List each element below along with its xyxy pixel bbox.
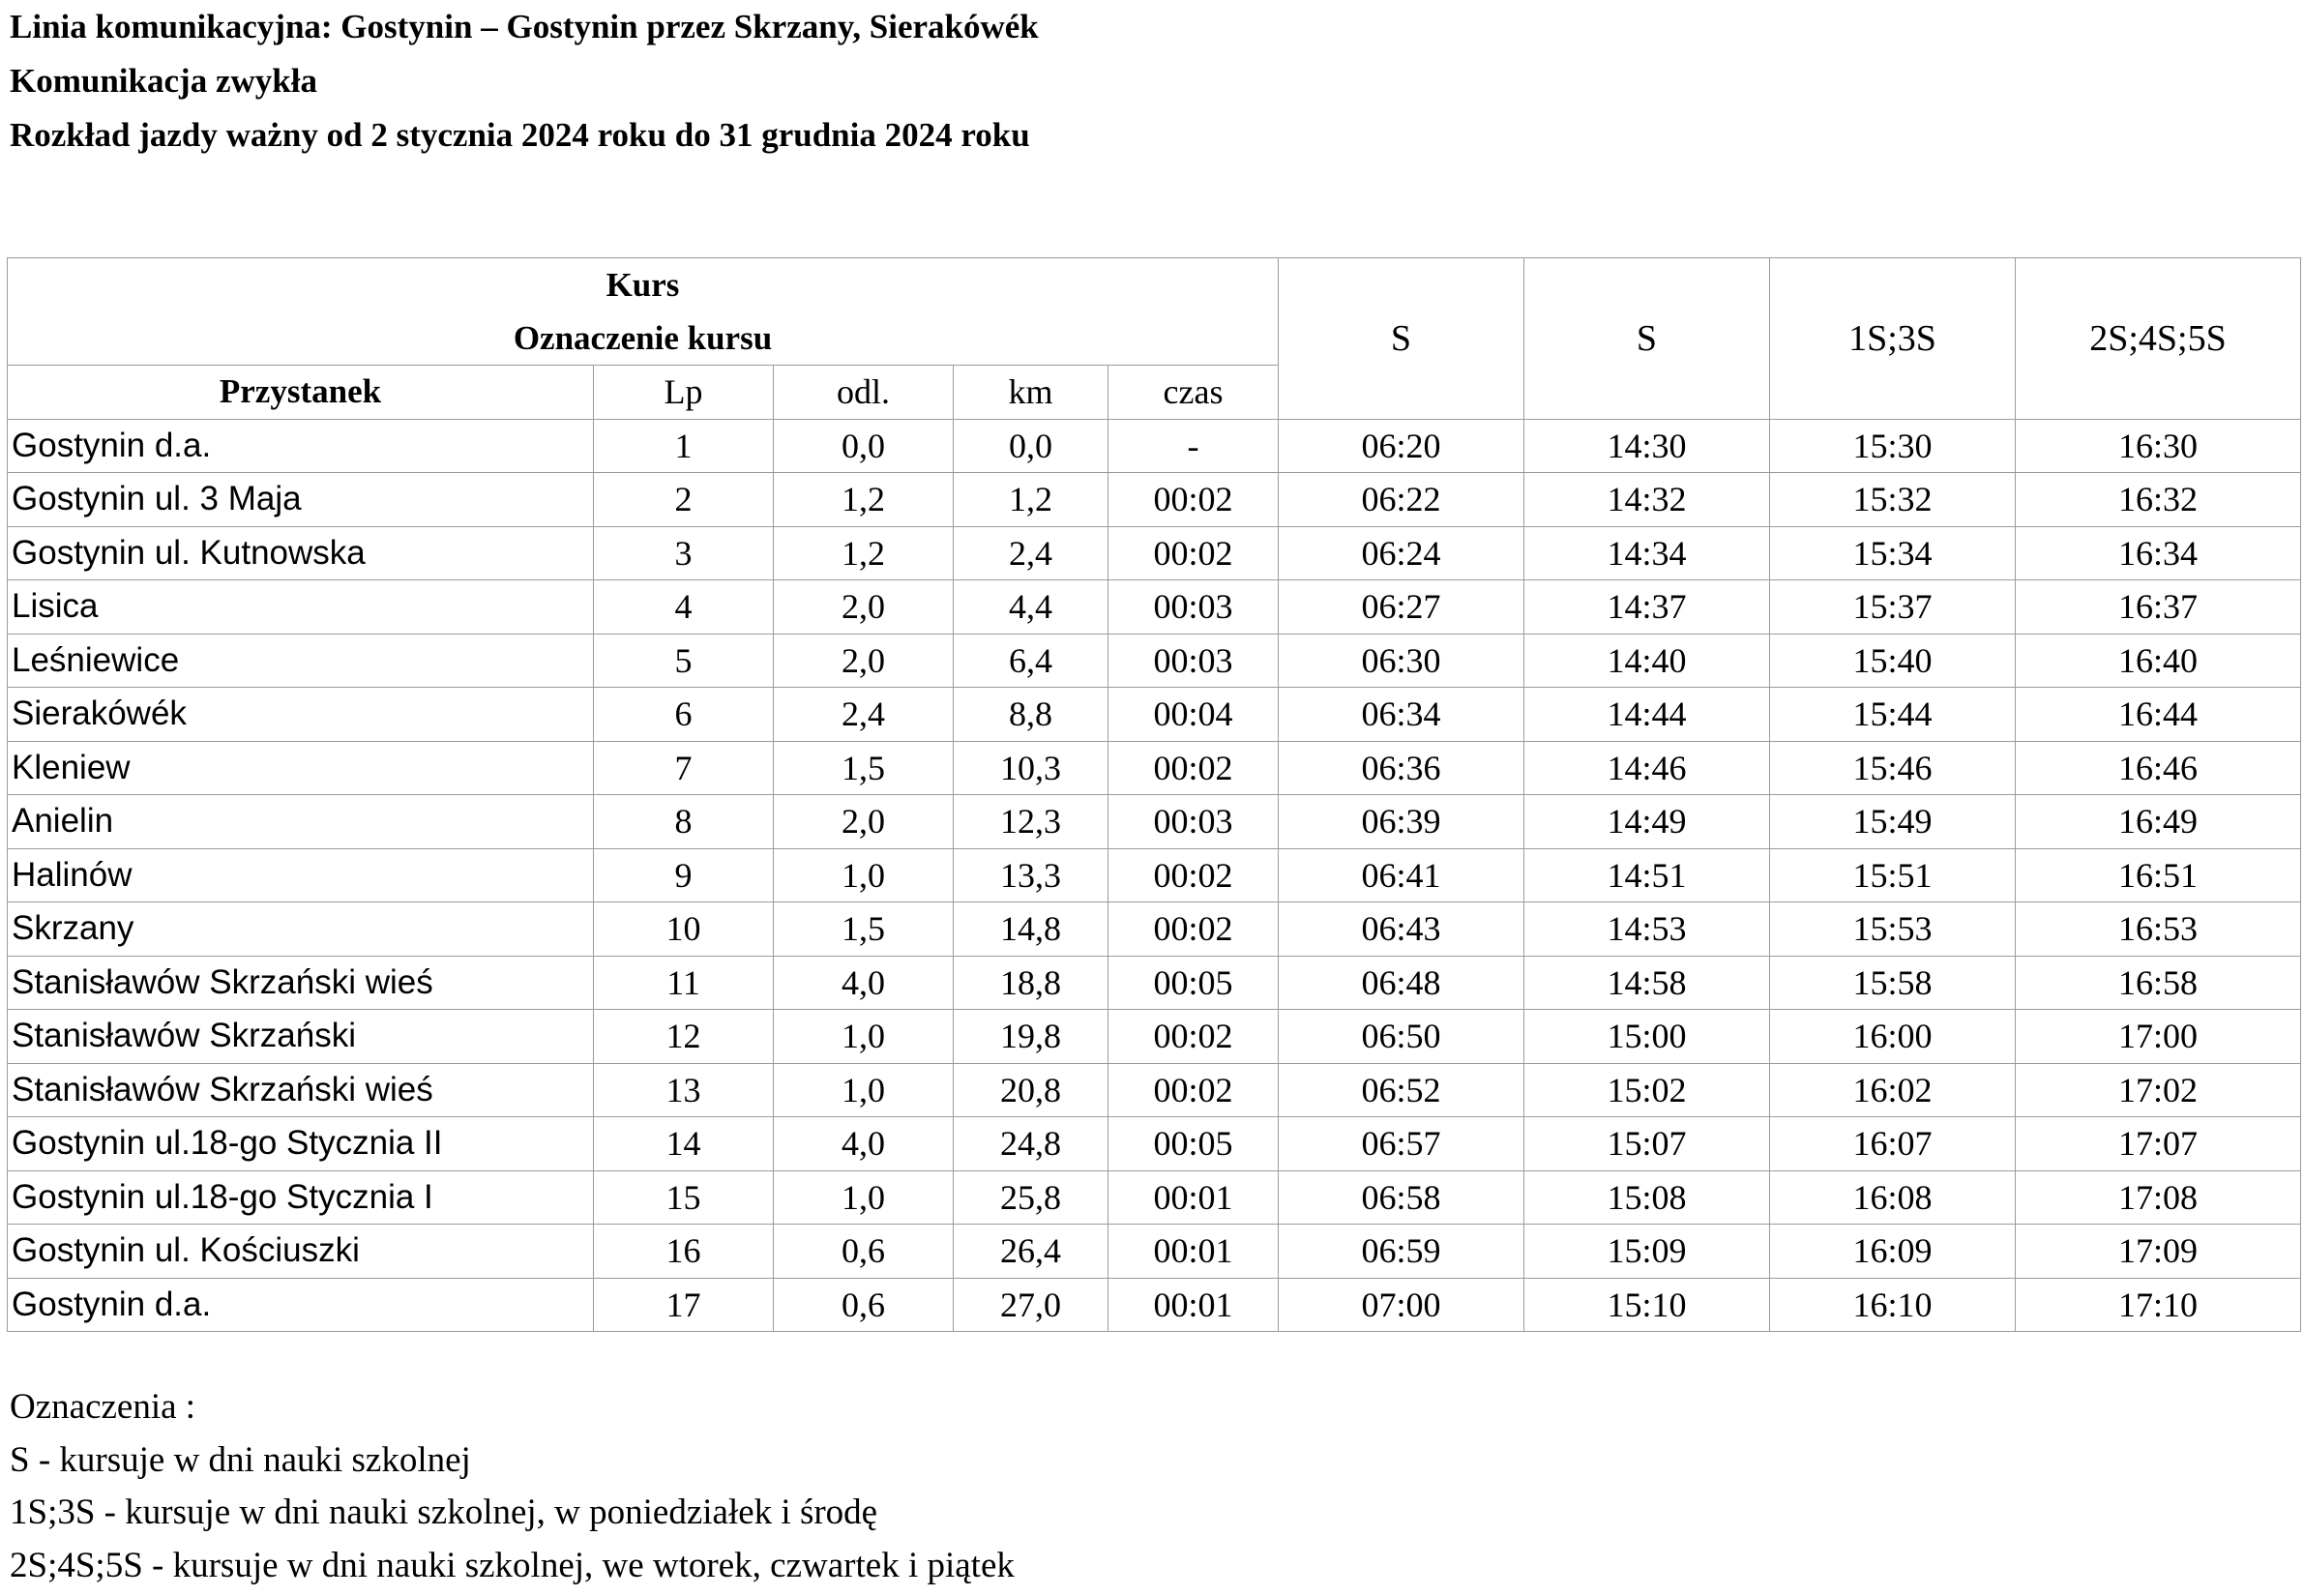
table-row [8,848,2301,902]
departure-time-cell: 14:44 [1524,688,1770,742]
kurs-header-cell [8,258,1279,366]
km-cell: 8,8 [954,688,1108,742]
course-header: 1S;3S [1770,258,2016,420]
departure-time-cell: 16:02 [1770,1063,2016,1117]
departure-time-cell: 15:02 [1524,1063,1770,1117]
column-header-odl: odl. [774,366,954,420]
departure-time-cell: 14:34 [1524,526,1770,580]
odl-cell: 1,2 [774,526,954,580]
departure-time-cell: 15:40 [1770,634,2016,688]
czas-cell: 00:01 [1108,1225,1279,1279]
odl-cell: 4,0 [774,1117,954,1171]
departure-time-cell: 15:53 [1770,902,2016,957]
odl-cell: 0,6 [774,1278,954,1332]
lp-cell: 7 [594,741,774,795]
departure-time-cell: 14:51 [1524,848,1770,902]
stop-name-cell: Gostynin d.a. [8,1278,594,1332]
departure-time-cell: 06:50 [1279,1010,1524,1064]
km-cell: 4,4 [954,580,1108,635]
stop-name-cell: Halinów [8,848,594,902]
lp-cell: 9 [594,848,774,902]
czas-cell: 00:02 [1108,526,1279,580]
course-header: S [1279,258,1524,420]
departure-time-cell: 06:30 [1279,634,1524,688]
legend-item: 2S;4S;5S - kursuje w dni nauki szkolnej, we wtorek, czwartek i piątek [10,1545,1015,1585]
table-row [8,1063,2301,1117]
departure-time-cell: 14:46 [1524,741,1770,795]
departure-time-cell: 06:24 [1279,526,1524,580]
odl-cell: 4,0 [774,956,954,1010]
odl-cell: 0,6 [774,1225,954,1279]
km-cell: 13,3 [954,848,1108,902]
lp-cell: 11 [594,956,774,1010]
czas-cell: 00:04 [1108,688,1279,742]
odl-cell: 0,0 [774,419,954,473]
stop-name-cell: Gostynin ul. Kutnowska [8,526,594,580]
departure-time-cell: 16:46 [2016,741,2301,795]
table-row [8,580,2301,635]
odl-cell: 1,0 [774,848,954,902]
departure-time-cell: 15:44 [1770,688,2016,742]
table-row [8,1278,2301,1332]
table-row [8,956,2301,1010]
stop-name-cell: Anielin [8,795,594,849]
departure-time-cell: 14:32 [1524,473,1770,527]
departure-time-cell: 06:43 [1279,902,1524,957]
lp-cell: 14 [594,1117,774,1171]
departure-time-cell: 16:40 [2016,634,2301,688]
departure-time-cell: 06:34 [1279,688,1524,742]
km-cell: 26,4 [954,1225,1108,1279]
km-cell: 1,2 [954,473,1108,527]
line-title: Linia komunikacyjna: Gostynin – Gostynin przez Skrzany, Sierakówék [10,8,1039,45]
departure-time-cell: 07:00 [1279,1278,1524,1332]
departure-time-cell: 17:07 [2016,1117,2301,1171]
stop-name-cell: Skrzany [8,902,594,957]
departure-time-cell: 16:32 [2016,473,2301,527]
departure-time-cell: 15:32 [1770,473,2016,527]
table-row [8,1010,2301,1064]
table-row [8,741,2301,795]
departure-time-cell: 15:30 [1770,419,2016,473]
departure-time-cell: 16:09 [1770,1225,2016,1279]
document-header [10,0,2292,163]
departure-time-cell: 16:08 [1770,1170,2016,1225]
departure-time-cell: 16:34 [2016,526,2301,580]
km-cell: 0,0 [954,419,1108,473]
lp-cell: 5 [594,634,774,688]
czas-cell: 00:02 [1108,902,1279,957]
stop-name-cell: Sierakówék [8,688,594,742]
departure-time-cell: 16:49 [2016,795,2301,849]
departure-time-cell: 15:00 [1524,1010,1770,1064]
table-row [8,526,2301,580]
km-cell: 25,8 [954,1170,1108,1225]
odl-cell: 2,0 [774,634,954,688]
lp-cell: 2 [594,473,774,527]
departure-time-cell: 14:40 [1524,634,1770,688]
czas-cell: 00:01 [1108,1170,1279,1225]
odl-cell: 1,0 [774,1010,954,1064]
departure-time-cell: 06:22 [1279,473,1524,527]
stop-name-cell: Gostynin ul. 3 Maja [8,473,594,527]
departure-time-cell: 16:58 [2016,956,2301,1010]
stop-name-cell: Gostynin ul. Kościuszki [8,1225,594,1279]
lp-cell: 16 [594,1225,774,1279]
stop-name-cell: Stanisławów Skrzański [8,1010,594,1064]
stop-name-cell: Lisica [8,580,594,635]
departure-time-cell: 16:00 [1770,1010,2016,1064]
legend-item: S - kursuje w dni nauki szkolnej [10,1439,471,1480]
course-header: 2S;4S;5S [2016,258,2301,420]
table-row [8,688,2301,742]
departure-time-cell: 06:52 [1279,1063,1524,1117]
departure-time-cell: 16:37 [2016,580,2301,635]
departure-time-cell: 15:37 [1770,580,2016,635]
odl-cell: 1,2 [774,473,954,527]
lp-cell: 3 [594,526,774,580]
timetable-body [8,419,2301,1332]
departure-time-cell: 06:57 [1279,1117,1524,1171]
departure-time-cell: 16:10 [1770,1278,2016,1332]
table-row [8,634,2301,688]
czas-cell: 00:02 [1108,1010,1279,1064]
czas-cell: 00:03 [1108,634,1279,688]
km-cell: 19,8 [954,1010,1108,1064]
stop-name-cell: Gostynin d.a. [8,419,594,473]
km-cell: 12,3 [954,795,1108,849]
czas-cell: 00:05 [1108,956,1279,1010]
departure-time-cell: 16:44 [2016,688,2301,742]
table-row [8,1170,2301,1225]
departure-time-cell: 16:53 [2016,902,2301,957]
legend [10,1381,1015,1592]
departure-time-cell: 17:08 [2016,1170,2301,1225]
odl-cell: 1,5 [774,902,954,957]
lp-cell: 6 [594,688,774,742]
odl-cell: 1,0 [774,1170,954,1225]
departure-time-cell: 17:02 [2016,1063,2301,1117]
km-cell: 2,4 [954,526,1108,580]
validity-period: Rozkład jazdy ważny od 2 stycznia 2024 roku do 31 grudnia 2024 roku [10,116,1030,154]
stop-name-cell: Kleniew [8,741,594,795]
km-cell: 20,8 [954,1063,1108,1117]
departure-time-cell: 06:41 [1279,848,1524,902]
czas-cell: 00:03 [1108,795,1279,849]
column-header-przystanek: Przystanek [8,366,594,420]
departure-time-cell: 15:58 [1770,956,2016,1010]
departure-time-cell: 16:51 [2016,848,2301,902]
departure-time-cell: 06:48 [1279,956,1524,1010]
departure-time-cell: 15:08 [1524,1170,1770,1225]
column-header-km: km [954,366,1108,420]
stop-name-cell: Gostynin ul.18-go Stycznia I [8,1170,594,1225]
lp-cell: 15 [594,1170,774,1225]
departure-time-cell: 06:36 [1279,741,1524,795]
departure-time-cell: 15:09 [1524,1225,1770,1279]
departure-time-cell: 15:49 [1770,795,2016,849]
km-cell: 10,3 [954,741,1108,795]
lp-cell: 13 [594,1063,774,1117]
lp-cell: 4 [594,580,774,635]
odl-cell: 2,0 [774,580,954,635]
header-row-kurs [8,258,2301,366]
czas-cell: 00:05 [1108,1117,1279,1171]
departure-time-cell: 17:10 [2016,1278,2301,1332]
course-header: S [1524,258,1770,420]
departure-time-cell: 15:46 [1770,741,2016,795]
departure-time-cell: 06:59 [1279,1225,1524,1279]
column-header-lp: Lp [594,366,774,420]
czas-cell: 00:02 [1108,473,1279,527]
legend-item: 1S;3S - kursuje w dni nauki szkolnej, w poniedziałek i środę [10,1493,878,1532]
odl-cell: 2,4 [774,688,954,742]
departure-time-cell: 16:30 [2016,419,2301,473]
table-row [8,795,2301,849]
km-cell: 27,0 [954,1278,1108,1332]
table-row [8,902,2301,957]
stop-name-cell: Leśniewice [8,634,594,688]
czas-cell: 00:02 [1108,1063,1279,1117]
departure-time-cell: 14:53 [1524,902,1770,957]
czas-cell: - [1108,419,1279,473]
czas-cell: 00:02 [1108,741,1279,795]
stop-name-cell: Gostynin ul.18-go Stycznia II [8,1117,594,1171]
czas-cell: 00:01 [1108,1278,1279,1332]
stop-name-cell: Stanisławów Skrzański wieś [8,956,594,1010]
departure-time-cell: 15:10 [1524,1278,1770,1332]
departure-time-cell: 15:51 [1770,848,2016,902]
lp-cell: 12 [594,1010,774,1064]
departure-time-cell: 14:49 [1524,795,1770,849]
kurs-label: Kurs [606,266,680,304]
column-header-czas: czas [1108,366,1279,420]
departure-time-cell: 14:37 [1524,580,1770,635]
departure-time-cell: 06:39 [1279,795,1524,849]
oznaczenie-label: Oznaczenie kursu [513,319,773,357]
table-row [8,1117,2301,1171]
odl-cell: 2,0 [774,795,954,849]
departure-time-cell: 17:00 [2016,1010,2301,1064]
timetable [7,257,2301,1332]
czas-cell: 00:02 [1108,848,1279,902]
czas-cell: 00:03 [1108,580,1279,635]
odl-cell: 1,5 [774,741,954,795]
km-cell: 18,8 [954,956,1108,1010]
legend-title: Oznaczenia : [10,1387,196,1427]
table-row [8,1225,2301,1279]
departure-time-cell: 06:58 [1279,1170,1524,1225]
km-cell: 14,8 [954,902,1108,957]
departure-time-cell: 06:20 [1279,419,1524,473]
table-row [8,473,2301,527]
service-type: Komunikacja zwykła [10,62,317,100]
departure-time-cell: 06:27 [1279,580,1524,635]
departure-time-cell: 15:07 [1524,1117,1770,1171]
lp-cell: 1 [594,419,774,473]
departure-time-cell: 17:09 [2016,1225,2301,1279]
departure-time-cell: 16:07 [1770,1117,2016,1171]
odl-cell: 1,0 [774,1063,954,1117]
lp-cell: 17 [594,1278,774,1332]
departure-time-cell: 14:58 [1524,956,1770,1010]
table-row [8,419,2301,473]
stop-name-cell: Stanisławów Skrzański wieś [8,1063,594,1117]
departure-time-cell: 15:34 [1770,526,2016,580]
lp-cell: 10 [594,902,774,957]
departure-time-cell: 14:30 [1524,419,1770,473]
lp-cell: 8 [594,795,774,849]
km-cell: 24,8 [954,1117,1108,1171]
km-cell: 6,4 [954,634,1108,688]
